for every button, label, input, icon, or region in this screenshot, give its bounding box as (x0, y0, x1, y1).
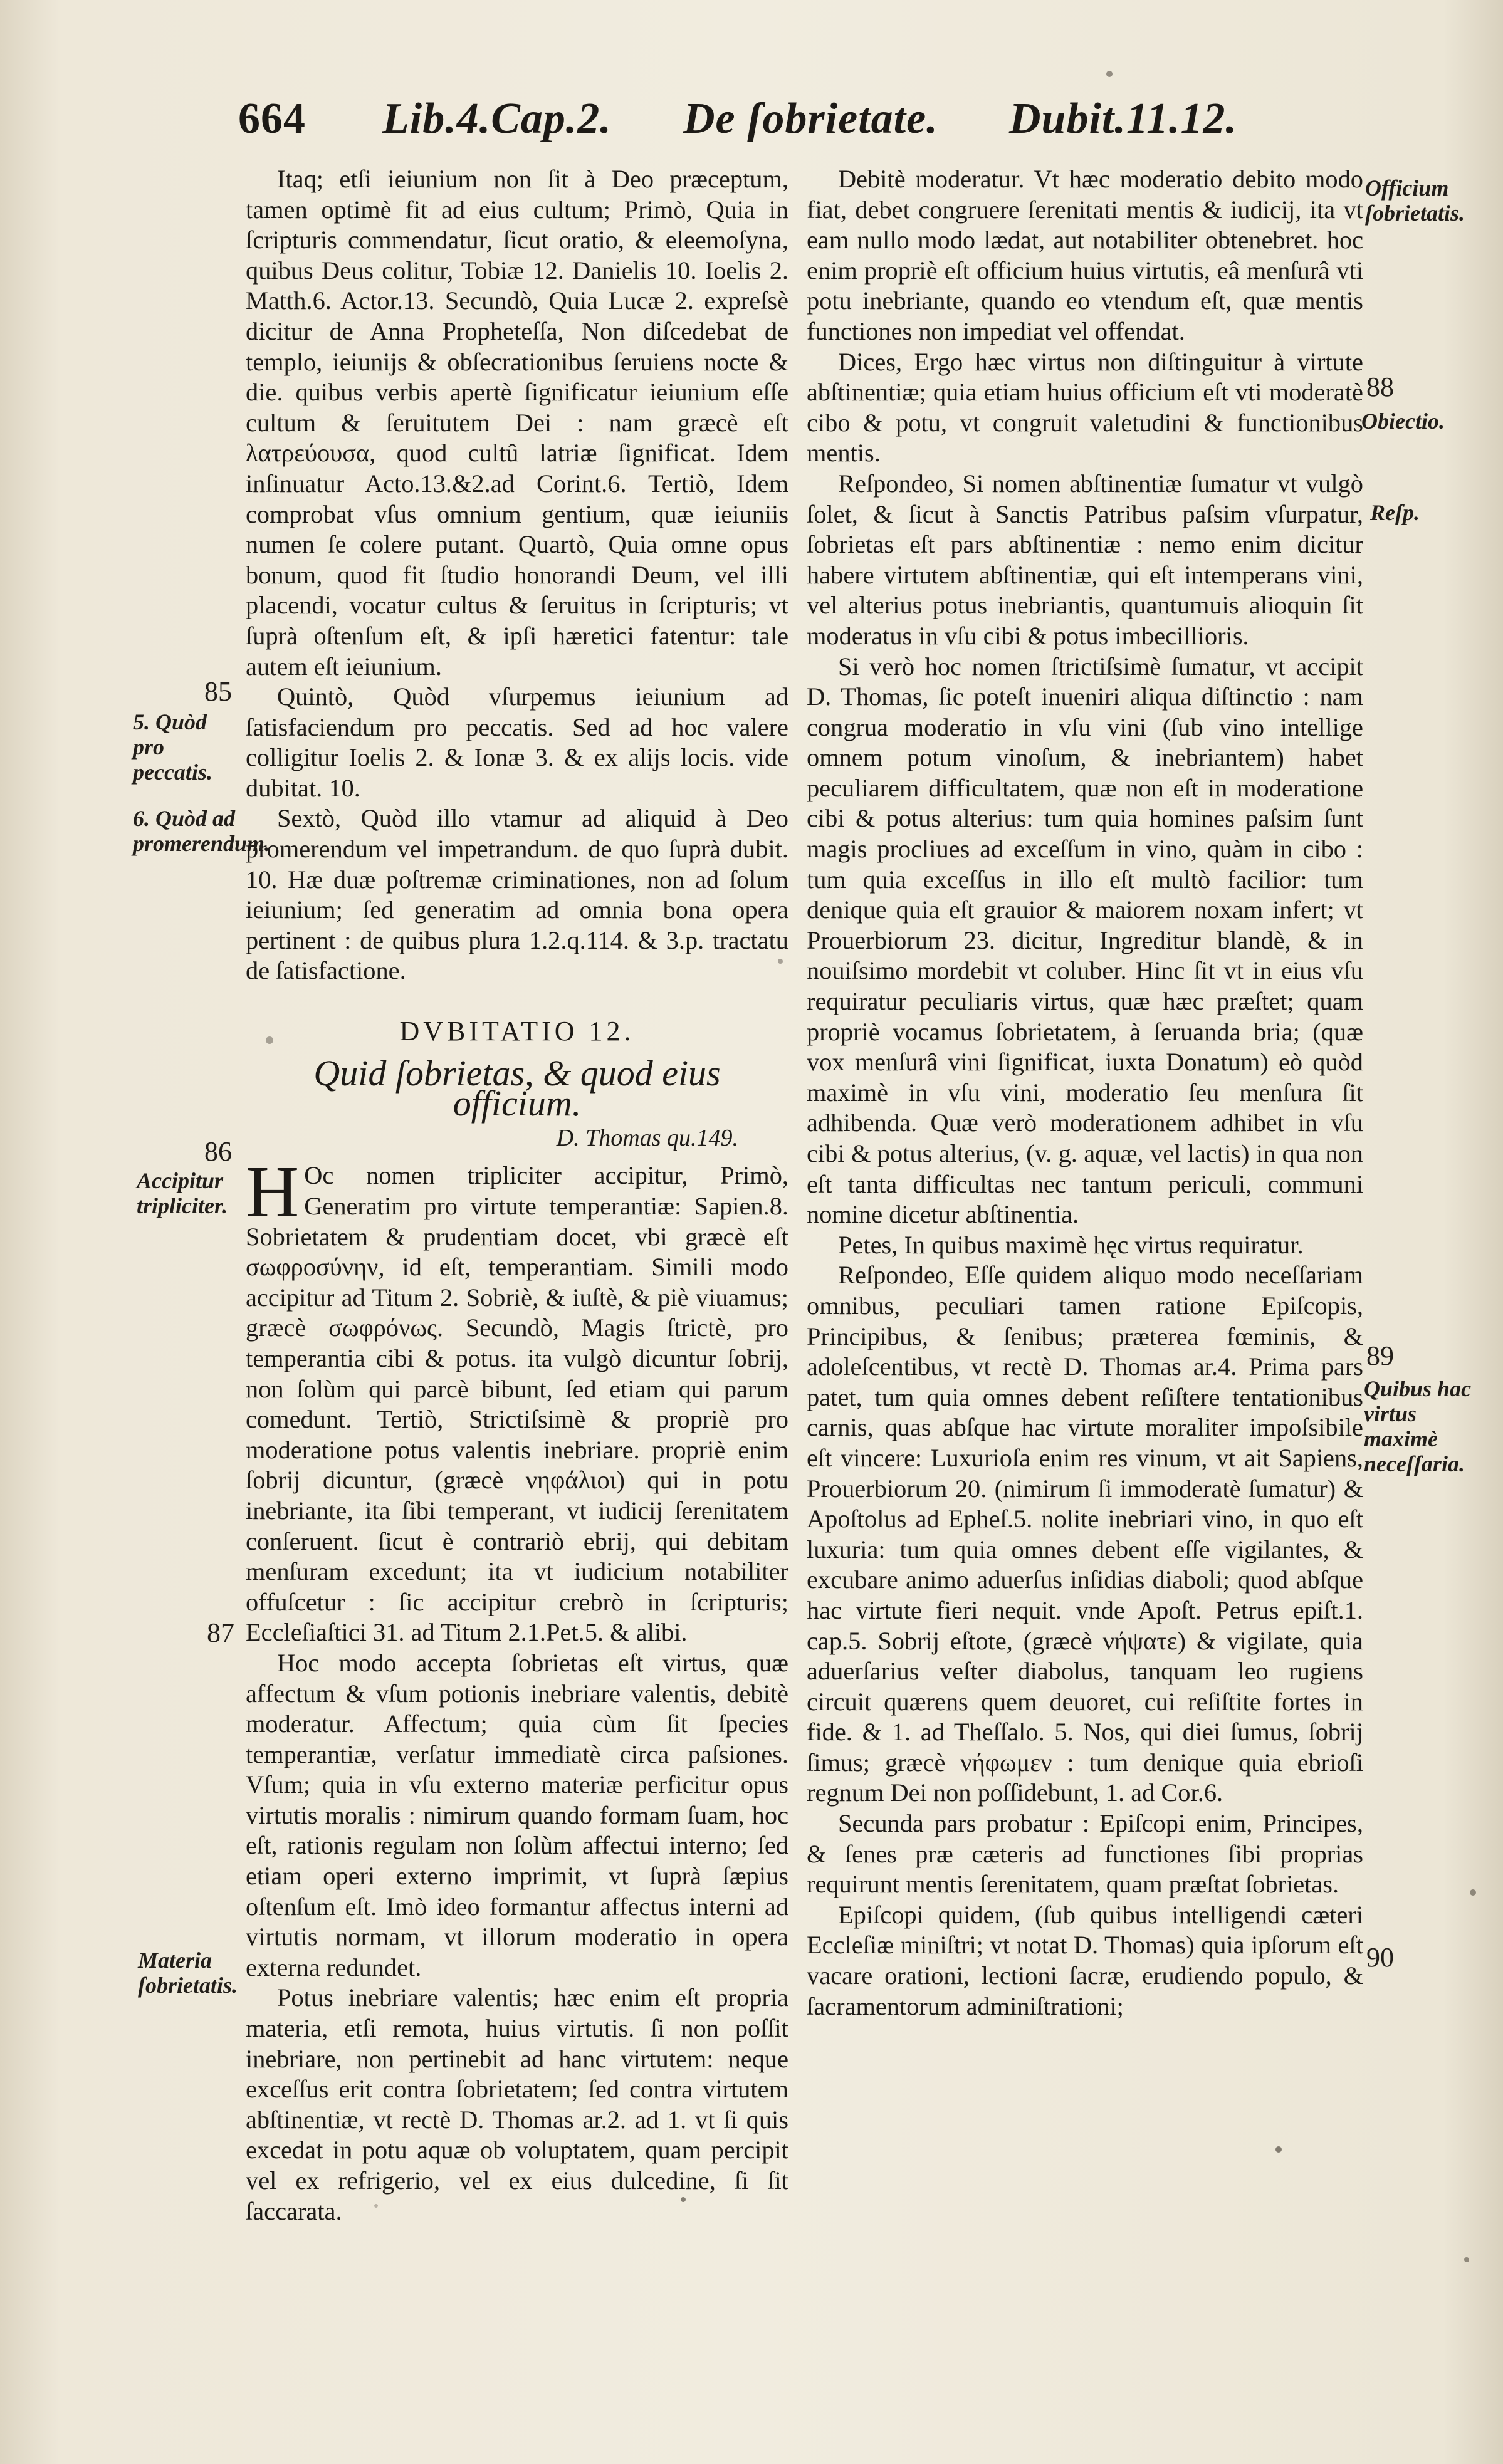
paragraph (246, 1151, 788, 1648)
margin-number: 85 (204, 676, 232, 707)
paragraph: Itaq; etſi ieiunium non ſit à Deo præceptum, tamen optimè fit ad eius cultum; Primò, Quia in ſcripturis commendatur, ſicut oratio, & eleemoſyna, quibus Deus colitur, Tobiæ 12. Danielis 10. Ioelis 2. Matth.6. Actor.13. Secundò, Quia Lucæ 2. expreſsè dicitur de Anna Propheteſſa, Non diſcedebat de templo, ieiunijs & obſecrationibus ſeruiens nocte & die. quibus verbis apertè ſignificatur ieiunium eſſe cultum & ſeruitutem Dei : nam græcè eſt λατρεύουσα, quod cultû latriæ ſignificat. Idem inſinuatur Acto.13.&2.ad Corint.6. Tertiò, Idem comprobat vſus omnium gentium, quæ ieiuniis numen ſe colere putant. Quartò, Quia omne opus bonum, quod fit ſtudio honorandi Deum, vel illi placendi, vocatur cultus & ſeruitus in ſcripturis; vt ſuprà oſtenſum eſt, & ipſi hæretici fatentur: tale autem eſt ieiunium. (246, 165, 788, 681)
paragraph: Reſpondeo, Si nomen abſtinentiæ ſumatur vt vulgò ſolet, & ſicut à Sanctis Patribus paſsim vſurpatur, ſobrietas eſt pars abſtinentiæ : nemo enim dicitur habere virtutem abſtinentiæ, qui eſt intemperans vini, vel alterius potus inebriantis, quantumuis alioquin ſit moderatus in vſu cibi & potus imbecillioris. (807, 469, 1363, 650)
paragraph: Dices, Ergo hæc virtus non diſtinguitur à virtute abſtinentiæ; quia etiam huius officium eſt vti moderatè cibo & potu, vt congruit valetudini & functionibus mentis. (807, 347, 1363, 467)
running-title: De ſobrietate. (683, 95, 938, 143)
section-heading: DVBITATIO 12. (399, 1016, 635, 1047)
paragraph: Debitè moderatur. Vt hæc moderatio debito modo fiat, debet congruere ſerenitati mentis & iudicij, ita vt eam nullo modo lædat, aut notabiliter obtenebret. hoc enim propriè eſt officium huius virtutis, eâ menſurâ vti potu inebriante, quando eo vtendum eſt, quæ mentis functiones non impediat vel offendat. (807, 165, 1363, 345)
paragraph: Secunda pars probatur : Epiſcopi enim, Principes, & ſenes præ cæteris ad functiones ſibi proprias requirunt mentis ſerenitatem, quam præſtat ſobrietas. (807, 1809, 1363, 1899)
margin-note: Materia ſobrietatis. (138, 1948, 238, 1998)
paragraph: Reſpondeo, Eſſe quidem aliquo modo neceſſariam omnibus, peculiari tamen ratione Epiſcopis, Principibus, & ſenibus; præterea fœminis, & adoleſcentibus, vt rectè D. Thomas ar.4. Prima pars patet, tum quia omnes debent reſiſtere tentationibus carnis, quas abſque hac virtute moraliter impoſsibile eſt vincere: Luxurioſa enim res vinum, vt ait Sapiens, Prouerbiorum 20. (nimirum ſi immoderatè ſumatur) & Apoſtolus ad Epheſ.5. nolite inebriari vino, in quo eſt luxuria: tum quia omnes debent eſſe vigilantes, & excubare animo aduerſus inſidias diaboli; quod abſque hac virtute fieri nequit. vnde Apoſt. Petrus epiſt.1. cap.5. Sobrij eſtote, (græcè νήψατε) & vigilate, quia aduerſarius veſter diabolus, tanquam leo rugiens circuit quærens quem deuoret, cui reſiſtite fortes in fide. & 1. ad Theſſalo. 5. Nos, qui diei ſumus, ſobrij ſimus; græcè νήφωμεν : tum denique quia ebrioſi regnum Dei non poſſidebunt, 1. ad Cor.6. (807, 1261, 1363, 1807)
drop-cap: H (246, 1151, 300, 1233)
paragraph: Si verò hoc nomen ſtrictiſsimè ſumatur, vt accipit D. Thomas, ſic poteſt inueniri aliqua diſtinctio : nam congrua moderatio in vſu vini (ſub vino intellige omnem potum vinoſum, & inebriantem) habet peculiarem difficultatem, quæ non eſt in moderatione cibi & potus alterius: tum quia homines paſsim ſunt magis procliues ad exceſſum in vino, quàm in cibo : tum quia exceſſus in illo eſt multò facilior: tum denique quia eſt grauior & maiorem noxam infert; vt Prouerbiorum 23. dicitur, Ingreditur blandè, & in nouiſsimo mordebit vt coluber. Hinc ſit vt in eius vſu requiratur peculiaris virtus, quæ hæc præſtet; quam propriè vocamus ſobrietatem, à ſeruanda bria; (quæ vox menſurâ vini ſignificat, iuxta Donatum) eò quòd maximè in vſu vini, moderatio ſeu menſura ſit adhibenda. Quæ verò moderationem adhibet in vſu cibi & potus alterius, (v. g. aquæ, vel lactis) in qua non eſt tanta difficultas nec tantum periculi, communi nomine dicetur abſtinentia. (807, 652, 1363, 1229)
paragraph: Petes, In quibus maximè hęc virtus requiratur. (838, 1230, 1304, 1259)
running-header (238, 94, 1272, 163)
margin-note: Reſp. (1370, 500, 1420, 525)
right-column (807, 164, 1363, 2022)
margin-number: 90 (1366, 1942, 1394, 1973)
margin-number: 89 (1366, 1340, 1394, 1371)
dubitatio-range: Dubit.11.12. (1009, 95, 1238, 143)
margin-note: 5. Quòd pro peccatis. (133, 709, 212, 785)
margin-number: 86 (204, 1136, 232, 1167)
margin-note: Officium ſobrietatis. (1365, 175, 1465, 226)
section-title: Quid ſobrietas, & quod eius officium. (313, 1052, 721, 1124)
section-reference: D. Thomas qu.149. (556, 1124, 738, 1151)
paragraph: Potus inebriare valentis; hæc enim eſt propria materia, etſi remota, huius virtutis. ſi non poſſit inebriare, non pertinebit ad hanc virtutem: neque exceſſus erit contra ſobrietatem; ſed contra virtutem abſtinentiæ, vt rectè D. Thomas ar.2. ad 1. vt ſi quis excedat in potu aquæ ob voluptatem, quam percipit vel ex refrigerio, vel ex eius dulcedine, ſi ſit ſaccarata. (246, 1983, 788, 2225)
paragraph: Sextò, Quòd illo vtamur ad aliquid à Deo promerendum vel impetrandum. de quo ſuprà dubit. 10. Hæ duæ poſtremæ criminationes, non ad ſolum ieiunium; ſed generatim ad omnia bona opera pertinent : de quibus plura 1.2.q.114. & 3.p. tractatu de ſatisfactione. (246, 804, 788, 985)
margin-note: Accipitur tripliciter. (137, 1168, 228, 1218)
margin-note: Obiectio. (1361, 409, 1445, 434)
paragraph-text: Oc nomen tripliciter accipitur, Primò, Generatim pro virtute temperantiæ: Sapien.8. Sobrietatem & prudentiam docet, vbi græcè eſt σωφροσύνην, id eſt, temperantiam. Simili modo accipitur ad Titum 2. Sobriè, & iuſtè, & piè viuamus; græcè σωφρόνως. Secundò, Magis ſtrictè, pro temperantia cibi & potus. ita vulgò dicuntur ſobrij, non ſolùm qui parcè bibunt, ſed etiam qui parum comedunt. Tertiò, Strictiſsimè & propriè pro moderatione potus valentis inebriare. propriè enim ſobrij dicuntur, (græcè νηφάλιοι) qui in potu inebriante, ita ſibi temperant, vt iudicij ſerenitatem conſeruent. ſicut è contrariò ebrij, qui debitam menſuram excedunt; ita vt iudicium notabiliter offuſcetur : ſic accipitur crebrò in ſcripturis; Eccleſiaſtici 31. ad Titum 2.1.Pet.5. & alibi. (246, 1161, 788, 1647)
margin-note: Quibus hac virtus maximè neceſſaria. (1364, 1376, 1472, 1476)
paragraph: Hoc modo accepta ſobrietas eſt virtus, quæ affectum & vſum potionis inebriare valentis, debitè moderatur. Affectum; quia cùm ſit ſpecies temperantiæ, verſatur immediatè circa paſsiones. Vſum; quia in vſu externo materiæ perficitur opus virtutis moralis : nimirum quando formam ſuam, hoc eſt, rationis regulam non ſolùm affectui interno; ſed etiam operi externo imprimit, vt ſuprà ſæpius oſtenſum eſt. Imò ideo formantur affectus interni ad virtutis normam, vt illorum moderatio in opera externa redundet. (246, 1648, 788, 1981)
paragraph: Epiſcopi quidem, (ſub quibus intelligendi cæteri Eccleſiæ miniſtri; vt notat D. Thomas) quia ipſorum eſt vacare orationi, lectioni ſacræ, erudiendo populo, & ſacramentorum adminiſtrationi; (807, 1900, 1363, 2020)
margin-note: 6. Quòd ad promerendum. (133, 806, 271, 856)
page-number: 664 (238, 95, 306, 143)
left-column (246, 164, 788, 2226)
margin-number: 88 (1366, 372, 1394, 402)
book-chapter: Lib.4.Cap.2. (382, 95, 612, 143)
paragraph: Quintò, Quòd vſurpemus ieiunium ad ſatisfaciendum pro peccatis. Sed ad hoc valere colligitur Ioelis 2. & Ionæ 3. & ex alijs locis. vide dubitat. 10. (246, 682, 788, 802)
margin-number: 87 (207, 1617, 234, 1648)
